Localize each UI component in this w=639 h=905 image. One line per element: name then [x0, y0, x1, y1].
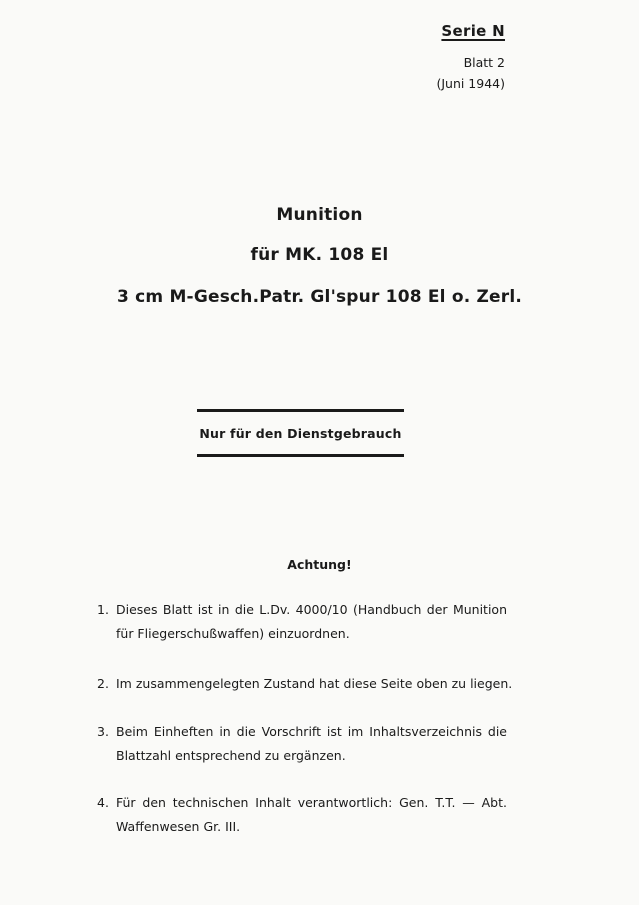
notice-heading: Achtung!: [287, 557, 352, 572]
restriction-box: [197, 409, 404, 457]
item-text-line: Waffenwesen Gr. III.: [116, 819, 241, 834]
title-line-2: für MK. 108 El: [250, 245, 389, 265]
notice-item-2: [97, 672, 513, 696]
item-text-line: Für den technischen Inhalt verantwortlich: Gen. T.T. — Abt.: [116, 795, 507, 810]
restriction-rule-bottom: [197, 454, 404, 457]
item-number: 2.: [97, 676, 109, 691]
title-line-3: 3 cm M-Gesch.Patr. Gl'spur 108 El o. Zerl.: [116, 287, 523, 307]
serie-label: Serie N: [441, 22, 505, 40]
issue-date: (Juni 1944): [436, 76, 505, 91]
item-text-line: Beim Einheften in die Vorschrift ist im Inhaltsverzeichnis die: [116, 724, 507, 739]
restriction-notice: Nur für den Dienstgebrauch: [199, 426, 402, 441]
item-text-line: Blattzahl entsprechend zu ergänzen.: [116, 748, 346, 763]
item-text-line: Dieses Blatt ist in die L.Dv. 4000/10 (Handbuch der Munition: [116, 602, 507, 617]
item-number: 4.: [97, 795, 109, 810]
title-line-1: Munition: [276, 205, 363, 225]
item-text-line: Im zusammengelegten Zustand hat diese Seite oben zu liegen.: [116, 676, 513, 691]
blatt-number: Blatt 2: [463, 55, 505, 70]
item-number: 1.: [97, 602, 109, 617]
item-number: 3.: [97, 724, 109, 739]
notice-item-4: [97, 791, 507, 839]
notice-item-1: [97, 598, 507, 646]
notice-item-3: [97, 720, 507, 768]
item-text-line: für Fliegerschußwaffen) einzuordnen.: [116, 626, 350, 641]
header-block: [436, 22, 505, 96]
restriction-rule-top: [197, 409, 404, 412]
